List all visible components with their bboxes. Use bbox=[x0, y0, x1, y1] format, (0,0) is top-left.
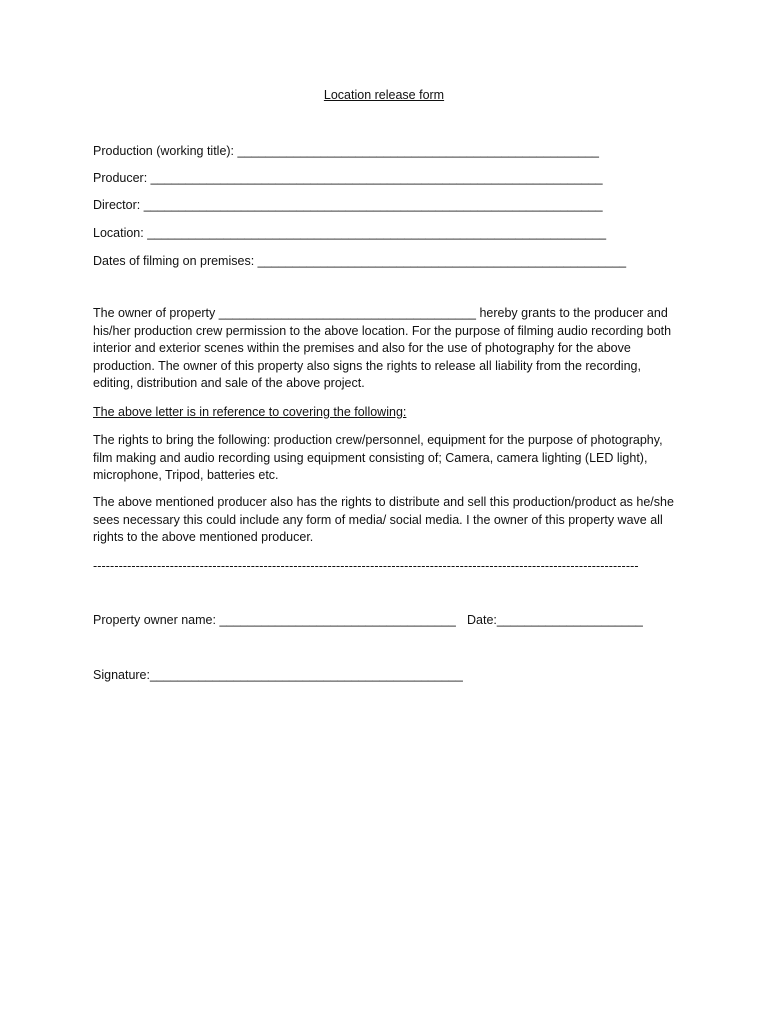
page-title: Location release form bbox=[323, 88, 445, 102]
production-field: Production (working title): ____________________________________________________ bbox=[93, 144, 599, 158]
owner-name-field: Property owner name: __________________________________ bbox=[93, 613, 456, 627]
distribution-paragraph: The above mentioned producer also has the rights to distribute and sell this production/product as he/she sees necessary this could include any form of media/ social media. I the owner of this property wave all rights to the above mentioned producer. bbox=[93, 495, 674, 545]
reference-heading: The above letter is in reference to covering the following: bbox=[93, 405, 407, 419]
signature-field: Signature:_____________________________________________ bbox=[93, 668, 463, 682]
dates-field: Dates of filming on premises: _____________________________________________________ bbox=[93, 254, 627, 268]
date-field: Date:_____________________ bbox=[467, 613, 643, 627]
location-field: Location: __________________________________________________________________ bbox=[93, 226, 607, 240]
producer-field: Producer: _________________________________________________________________ bbox=[93, 171, 603, 185]
director-field: Director: __________________________________________________________________ bbox=[93, 198, 603, 212]
rights-paragraph: The rights to bring the following: production crew/personnel, equipment for the purpose of photography, film making and audio recording using equipment consisting of; Camera, camera lighting (LED light), microphone, Tripod, batteries etc. bbox=[93, 433, 663, 483]
separator-line: -------------------------------------------------------------------------------------------------------------------------------- bbox=[93, 559, 639, 573]
grant-paragraph: The owner of property _____________________________________ hereby grants to the producer and his/her production crew permission to the above location. For the purpose of filming audio recording both interior and exterior scenes within the premises and also for the use of photography for the above production. The owner of this property also signs the rights to release all liability from the recording, editing, distribution and sale of the above project. bbox=[93, 306, 672, 391]
